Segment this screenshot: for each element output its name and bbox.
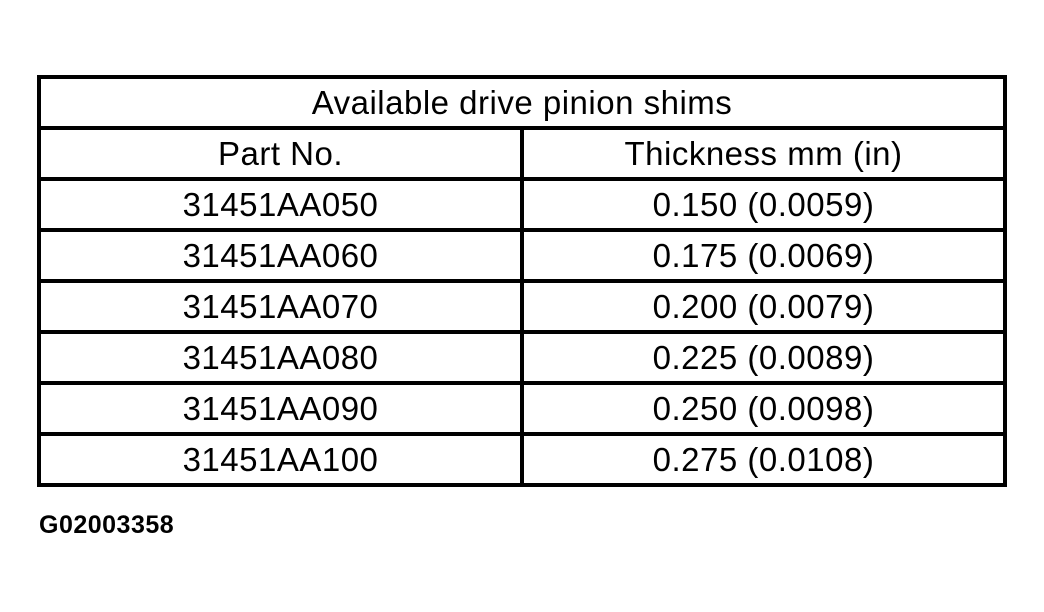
thickness-cell: 0.150 (0.0059) (652, 185, 875, 223)
figure-code: G02003358 (39, 511, 175, 539)
column-header-thickness: Thickness mm (in) (624, 134, 903, 172)
part-no-cell: 31451AA080 (41, 334, 524, 381)
table-row (41, 381, 1003, 432)
thickness-cell: 0.250 (0.0098) (652, 389, 875, 427)
table-title-row (41, 79, 1003, 126)
table-title: Available drive pinion shims (311, 83, 733, 121)
thickness-cell: 0.200 (0.0079) (652, 287, 875, 325)
table-row (41, 177, 1003, 228)
thickness-cell: 0.225 (0.0089) (652, 338, 875, 376)
table-row (41, 228, 1003, 279)
part-no-cell: 31451AA100 (41, 436, 524, 483)
table-row (41, 432, 1003, 483)
part-no-cell: 31451AA050 (41, 181, 524, 228)
column-header-part-no: Part No. (41, 130, 524, 177)
part-no-cell: 31451AA060 (41, 232, 524, 279)
table-row (41, 279, 1003, 330)
table-row (41, 330, 1003, 381)
part-no-cell: 31451AA090 (41, 385, 524, 432)
part-no-cell: 31451AA070 (41, 283, 524, 330)
thickness-cell: 0.275 (0.0108) (652, 440, 875, 478)
thickness-cell: 0.175 (0.0069) (652, 236, 875, 274)
table-header-row (41, 126, 1003, 177)
drive-pinion-shim-table (37, 75, 1007, 487)
